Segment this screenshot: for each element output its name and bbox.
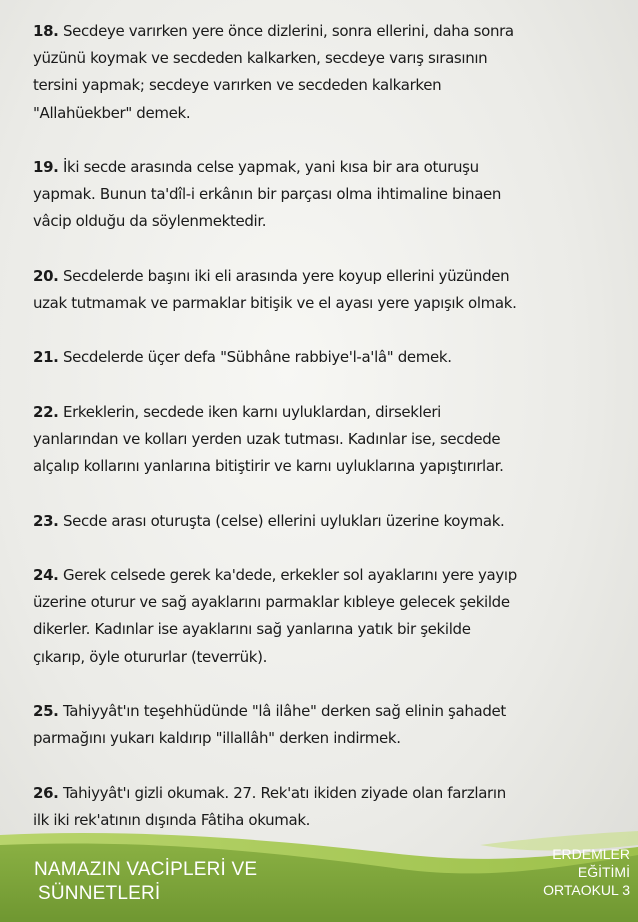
footer-org-line2: EĞİTİMİ <box>577 864 630 880</box>
document-body <box>33 18 613 861</box>
item-number: 21. <box>33 348 59 367</box>
item-text: Secdelerde başını iki eli arasında yere koyup ellerini yüzünden uzak tutmamak ve parmaklar bitişik ve el ayası yere yapışık olmak. <box>33 266 517 312</box>
footer-org-line3: ORTAOKUL 3 <box>543 882 630 898</box>
item-text: Secde arası oturuşta (celse) ellerini uylukları üzerine koymak. <box>58 511 505 530</box>
item-text: Tahiyyât'ı gizli okumak. 27. Rek'atı ikiden ziyade olan farzların ilk iki rek'atının dışında Fâtiha okumak. <box>33 783 506 829</box>
item-text: Erkeklerin, secdede iken karnı uyluklardan, dirsekleri yanlarından ve kolları yerden uzak tutması. Kadınlar ise, secdede alçalıp kollarını yanlarına bitiştirir ve karnı uyluklarına yapıştırırlar. <box>33 402 504 476</box>
item-number: 20. <box>33 266 59 285</box>
item-number: 23. <box>33 511 59 530</box>
paragraph-24 <box>33 562 613 671</box>
footer-title-line2: SÜNNETLERİ <box>38 883 161 904</box>
item-number: 22. <box>33 402 59 421</box>
item-text: Tahiyyât'ın teşehhüdünde "lâ ilâhe" derken sağ elinin şahadet parmağını yukarı kaldırıp "illallâh" derken indirmek. <box>33 701 506 748</box>
footer-title <box>34 858 334 906</box>
item-text: Secdelerde üçer defa "Sübhâne rabbiye'l-a'lâ" demek. <box>58 348 452 367</box>
paragraph-19 <box>33 154 613 236</box>
item-number: 19. <box>33 158 59 176</box>
paragraph-18 <box>33 18 613 127</box>
item-number: 24. <box>33 565 59 584</box>
paragraph-22 <box>33 399 613 481</box>
item-number: 26. <box>33 783 59 802</box>
item-text: Secdeye varırken yere önce dizlerini, sonra ellerini, daha sonra yüzünü koymak ve secdeden kalkarken, secdeye varış sırasının tersini yapmak; secdeye varırken ve secdeden kalkarken "Allahüekber" demek. <box>33 22 514 122</box>
paragraph-20 <box>33 263 613 317</box>
item-text: Gerek celsede gerek ka'dede, erkekler sol ayaklarını yere yayıp üzerine oturur ve sağ ayaklarını parmaklar kıbleye gelecek şekilde dikerler. Kadınlar ise ayaklarını sağ yanlarına yatık bir şekilde çıkarıp, öyle otururlar (teverrük). <box>33 565 517 666</box>
footer-title-line1: NAMAZIN VACİPLERİ VE <box>34 859 258 880</box>
item-text: İki secde arasında celse yapmak, yani kısa bir ara oturuşu yapmak. Bunun ta'dîl-i erkânın bir parçası olma ihtimaline binaen vâcip olduğu da söylenmektedir. <box>33 158 502 231</box>
paragraph-25 <box>33 698 613 752</box>
item-number: 25. <box>33 701 59 720</box>
item-number: 18. <box>33 22 59 40</box>
paragraph-21 <box>33 344 613 371</box>
paragraph-23 <box>33 508 613 535</box>
footer-org-line1: ERDEMLER <box>552 846 630 862</box>
footer-organization <box>490 845 630 899</box>
